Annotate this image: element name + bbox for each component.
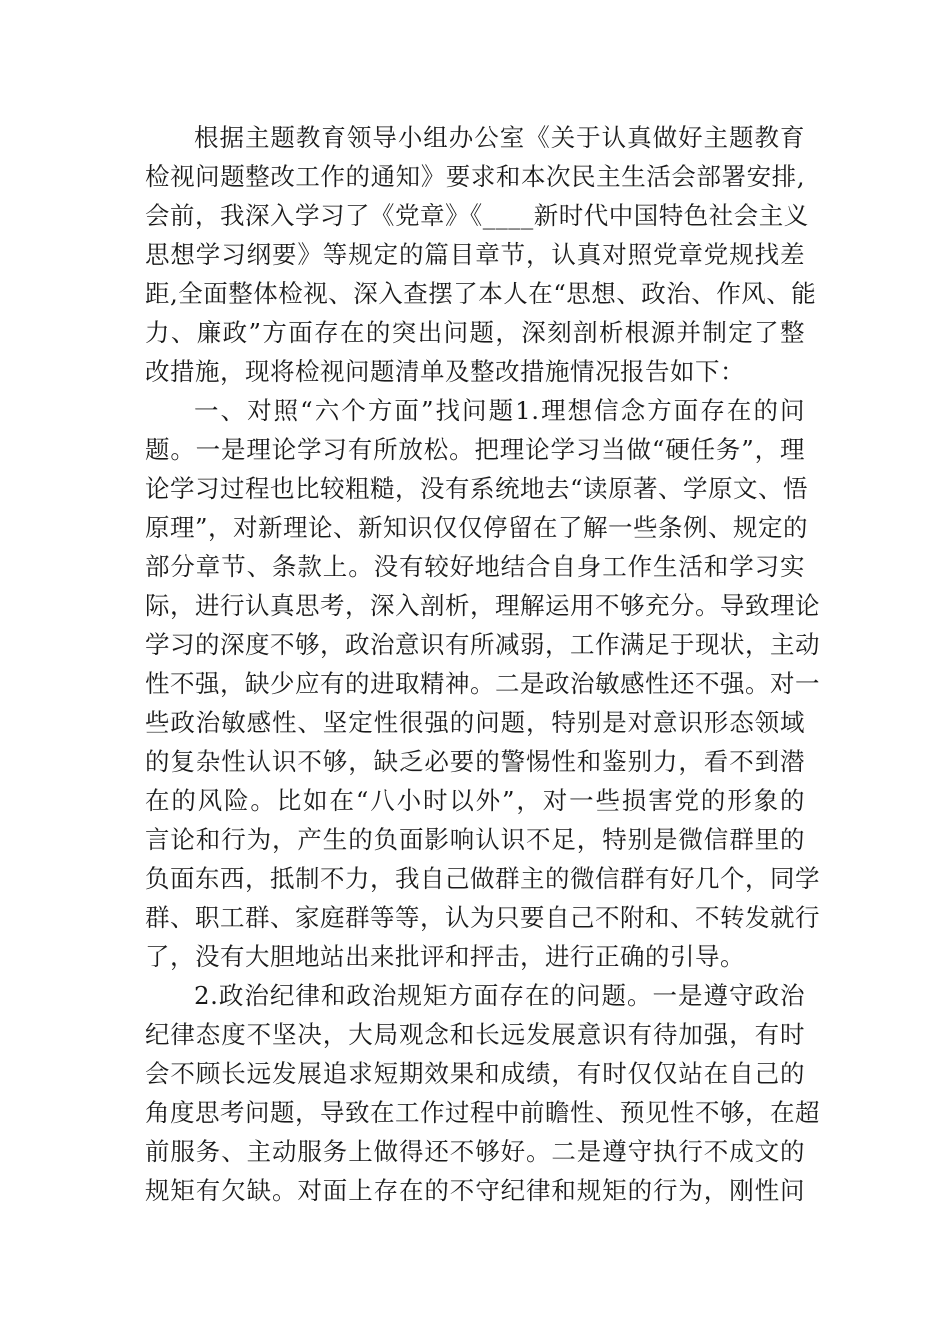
text-line: 规矩有欠缺。对面上存在的不守纪律和规矩的行为，刚性问	[145, 1176, 805, 1205]
paragraph-intro	[145, 118, 817, 391]
text-line: 负面东西，抵制不力，我自己做群主的微信群有好几个，同学	[145, 864, 820, 893]
text-line: 论学习过程也比较粗糙，没有系统地去“读原著、学原文、悟	[145, 474, 809, 503]
text-line: 际，进行认真思考，深入剖析，理解运用不够充分。导致理论	[145, 591, 820, 620]
text-line: 题。一是理论学习有所放松。把理论学习当做“硬任务”，理	[145, 435, 805, 464]
text-line: 了，没有大胆地站出来批评和抨击，进行正确的引导。	[145, 942, 745, 971]
paragraph-discipline	[145, 976, 820, 1210]
text-line: 群、职工群、家庭群等等，认为只要自己不附和、不转发就行	[145, 903, 820, 932]
text-line: 角度思考问题，导致在工作过程中前瞻性、预见性不够，在超	[145, 1098, 820, 1127]
text-line: 性不强，缺少应有的进取精神。二是政治敏感性还不强。对一	[145, 669, 820, 698]
paragraph-ideals	[145, 391, 820, 976]
text-line: 一、对照“六个方面”找问题1.理想信念方面存在的问	[194, 396, 805, 425]
text-line: 原理”，对新理论、新知识仅仅停留在了解一些条例、规定的	[145, 513, 809, 542]
text-line: 根据主题教育领导小组办公室《关于认真做好主题教育	[194, 123, 805, 152]
text-line: 前服务、主动服务上做得还不够好。二是遵守执行不成文的	[145, 1137, 805, 1166]
text-line: 言论和行为，产生的负面影响认识不足，特别是微信群里的	[145, 825, 805, 854]
text-line: 2.政治纪律和政治规矩方面存在的问题。一是遵守政治	[194, 981, 805, 1010]
text-line: 力、廉政”方面存在的突出问题，深刻剖析根源并制定了整	[145, 318, 805, 347]
text-line: 学习的深度不够，政治意识有所减弱，工作满足于现状，主动	[145, 630, 820, 659]
text-line: 的复杂性认识不够，缺乏必要的警惕性和鉴别力，看不到潜	[145, 747, 805, 776]
text-line: 些政治敏感性、坚定性很强的问题，特别是对意识形态领域	[145, 708, 805, 737]
text-line: 距,全面整体检视、深入查摆了本人在“思想、政治、作风、能	[145, 279, 817, 308]
text-line: 检视问题整改工作的通知》要求和本次民主生活会部署安排,	[145, 162, 805, 191]
text-line: 会不顾长远发展追求短期效果和成绩，有时仅仅站在自己的	[145, 1059, 805, 1088]
text-line: 思想学习纲要》等规定的篇目章节，认真对照党章党规找差	[145, 240, 805, 269]
text-line: 在的风险。比如在“八小时以外”，对一些损害党的形象的	[145, 786, 805, 815]
document-page	[145, 118, 820, 1210]
text-line: 部分章节、条款上。没有较好地结合自身工作生活和学习实	[145, 552, 805, 581]
text-line: 纪律态度不坚决，大局观念和长远发展意识有待加强，有时	[145, 1020, 805, 1049]
text-line: 会前，我深入学习了《党章》《____新时代中国特色社会主义	[145, 201, 809, 230]
text-line: 改措施，现将检视问题清单及整改措施情况报告如下：	[145, 357, 745, 386]
